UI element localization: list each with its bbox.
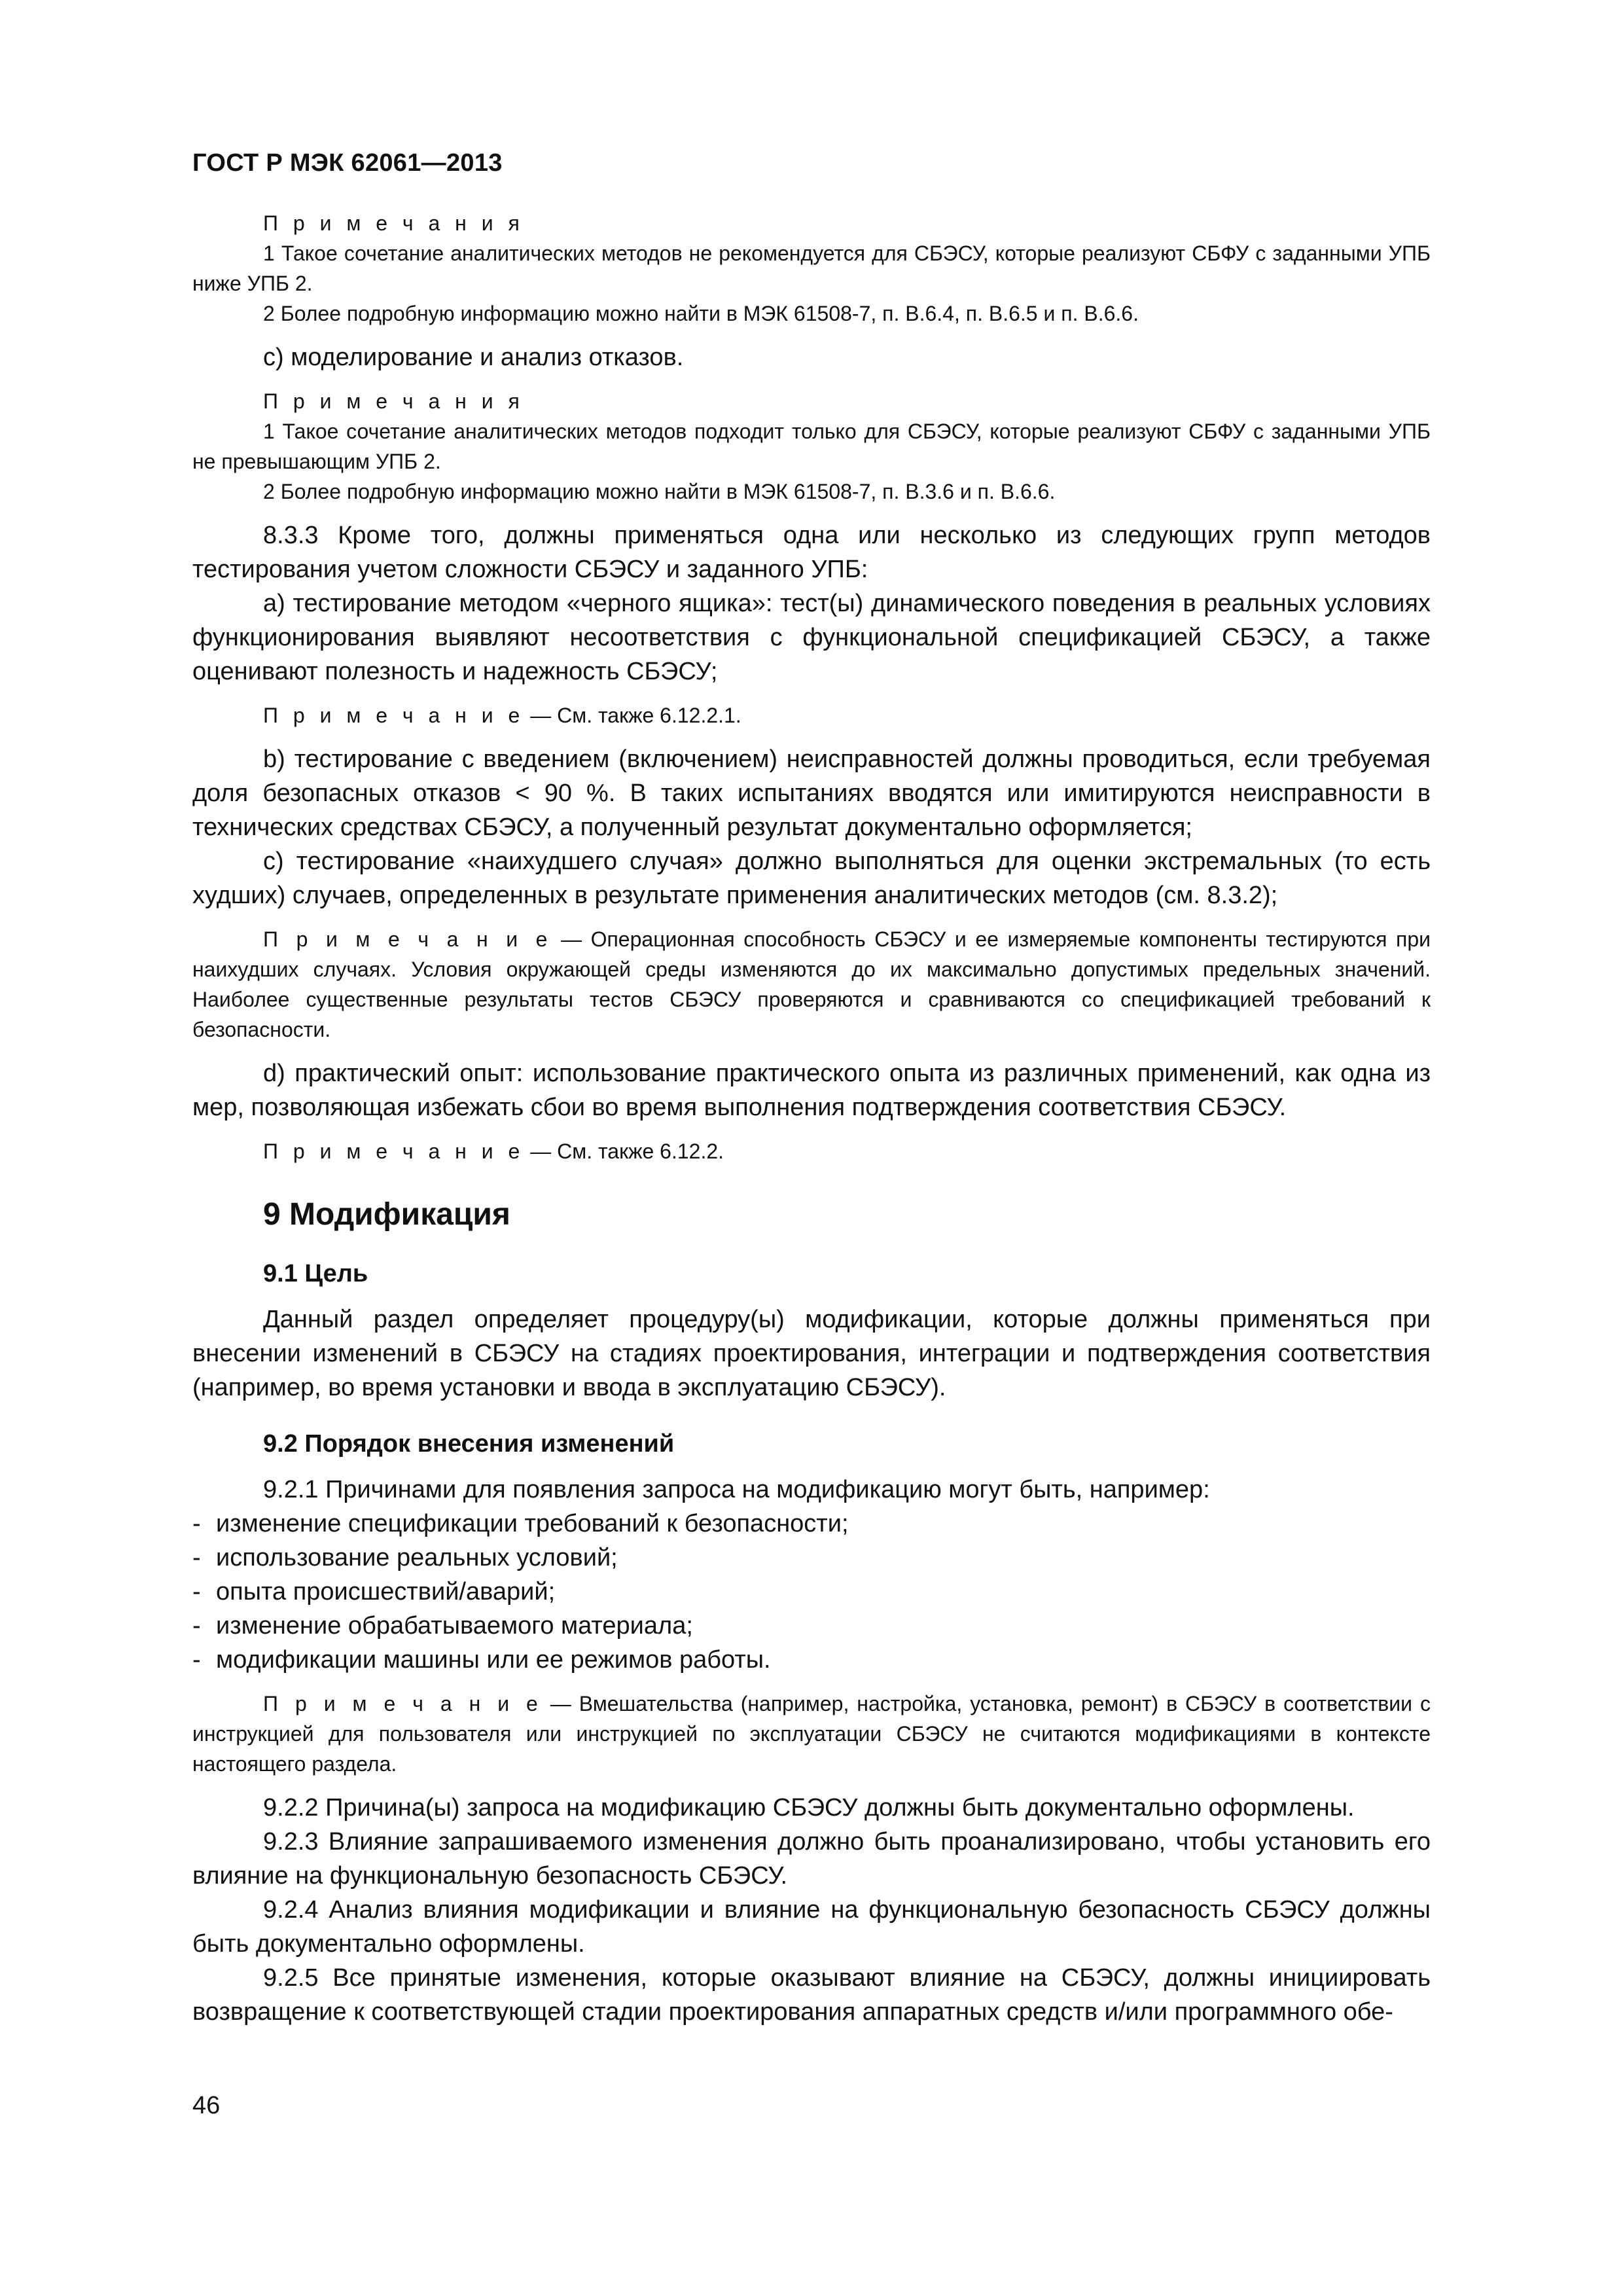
subsection-heading-9-1: 9.1 Цель <box>263 1260 368 1287</box>
note-item: 2 Более подробную информацию можно найти в МЭК 61508-7, п. В.6.4, п. В.6.5 и п. В.6.6. <box>263 302 1139 325</box>
page-body <box>192 208 1431 2029</box>
paragraph-9-2-4: 9.2.4 Анализ влияния модификации и влияние на функциональную безопасность СБЭСУ должны быть документально оформлены. <box>192 1896 1431 1958</box>
note-label: П р и м е ч а н и е <box>263 1692 543 1715</box>
note-text: — Операционная способность СБЭСУ и ее измеряемые компоненты тестируются при наихудших случаях. Условия окружающей среды изменяются до их максимально допустимых предельных значений. Наиболее существенные результаты тестов СБЭСУ проверяются и сравниваются со спецификацией требований к безопасности. <box>192 927 1431 1041</box>
list-item <box>192 1643 1431 1677</box>
dash-marker: - <box>192 1646 201 1674</box>
list-item-c: c) моделирование и анализ отказов. <box>263 344 684 371</box>
note-label: П р и м е ч а н и е <box>263 927 552 951</box>
document-header: ГОСТ Р МЭК 62061—2013 <box>192 149 503 177</box>
list-item <box>192 1507 1431 1541</box>
list-item-text: модификации машины или ее режимов работы. <box>216 1646 771 1674</box>
note-c <box>192 924 1431 1045</box>
note-item: 2 Более подробную информацию можно найти в МЭК 61508-7, п. В.3.6 и п. В.6.6. <box>263 480 1056 503</box>
list-item-text: опыта происшествий/аварий; <box>216 1578 556 1605</box>
note-label: П р и м е ч а н и е <box>263 704 525 727</box>
list-item <box>192 1541 1431 1575</box>
reasons-list <box>192 1507 1431 1677</box>
subsection-heading-9-2: 9.2 Порядок внесения изменений <box>263 1430 675 1458</box>
paragraph-9-2-2: 9.2.2 Причина(ы) запроса на модификацию СБЭСУ должны быть документально оформлены. <box>263 1794 1355 1821</box>
dash-marker: - <box>192 1612 201 1640</box>
dash-marker: - <box>192 1544 201 1571</box>
note-item: 1 Такое сочетание аналитических методов не рекомендуется для СБЭСУ, которые реализуют СБФУ с заданными УПБ ниже УПБ 2. <box>192 242 1431 295</box>
note-text: — Вмешательства (например, настройка, установка, ремонт) в СБЭСУ в соответствии с инструкцией для пользователя или инструкцией по эксплуатации СБЭСУ не считаются модификациями в контексте настоящего раздела. <box>192 1692 1431 1776</box>
note-a <box>192 700 1431 730</box>
paragraph-9-1: Данный раздел определяет процедуру(ы) модификации, которые должны применяться при внесении изменений в СБЭСУ на стадиях проектирования, интеграции и подтверждения соответствия (например, во время установки и ввода в эксплуатацию СБЭСУ). <box>192 1306 1431 1401</box>
note-9-2-1 <box>192 1689 1431 1779</box>
note-label: П р и м е ч а н и е <box>263 1139 525 1163</box>
paragraph-item-b: b) тестирование с введением (включением) неисправностей должны проводиться, если требуемая доля безопасных отказов < 90 %. В таких испытаниях вводятся или имитируются неисправности в технических средствах СБЭСУ, а полученный результат документально оформляется; <box>192 745 1431 841</box>
paragraph-9-2-3: 9.2.3 Влияние запрашиваемого изменения должно быть проанализировано, чтобы установить его влияние на функциональную безопасность СБЭСУ. <box>192 1828 1431 1890</box>
paragraph-9-2-5: 9.2.5 Все принятые изменения, которые оказывают влияние на СБЭСУ, должны инициировать возвращение к соответствующей стадии проектирования аппаратных средств и/или программного обе- <box>192 1964 1431 2026</box>
dash-marker: - <box>192 1578 201 1605</box>
note-item: 1 Такое сочетание аналитических методов подходит только для СБЭСУ, которые реализуют СБФУ с заданными УПБ не превышающим УПБ 2. <box>192 420 1431 473</box>
paragraph-item-c: c) тестирование «наихудшего случая» должно выполняться для оценки экстремальных (то есть худших) случаев, определенных в результате применения аналитических методов (см. 8.3.2); <box>192 848 1431 909</box>
note-text: — См. также 6.12.2.1. <box>524 704 741 727</box>
paragraph-item-d: d) практический опыт: использование практического опыта из различных применений, как одна из мер, позволяющая избежать сбои во время выполнения подтверждения соответствия СБЭСУ. <box>192 1060 1431 1121</box>
list-item <box>192 1575 1431 1609</box>
page-number: 46 <box>192 2092 221 2119</box>
list-item-text: использование реальных условий; <box>216 1544 618 1571</box>
paragraph-8-3-3: 8.3.3 Кроме того, должны применяться одна или несколько из следующих групп методов тестирования учетом сложности СБЭСУ и заданного УПБ: <box>192 522 1431 583</box>
paragraph-item-a: a) тестирование методом «черного ящика»: тест(ы) динамического поведения в реальных условиях функционирования выявляют несоответствия с функциональной спецификацией СБЭСУ, а также оценивают полезность и надежность СБЭСУ; <box>192 590 1431 685</box>
paragraph-9-2-1: 9.2.1 Причинами для появления запроса на модификацию могут быть, например: <box>263 1476 1210 1503</box>
list-item-text: изменение обрабатываемого материала; <box>216 1612 693 1640</box>
list-item-text: изменение спецификации требований к безопасности; <box>216 1510 849 1537</box>
note-title: П р и м е ч а н и я <box>263 211 524 235</box>
note-d <box>192 1136 1431 1166</box>
list-item <box>192 1609 1431 1643</box>
dash-marker: - <box>192 1510 201 1537</box>
section-heading-9: 9 Модификация <box>263 1197 510 1232</box>
note-text: — См. также 6.12.2. <box>524 1139 724 1163</box>
note-title: П р и м е ч а н и я <box>263 389 524 413</box>
